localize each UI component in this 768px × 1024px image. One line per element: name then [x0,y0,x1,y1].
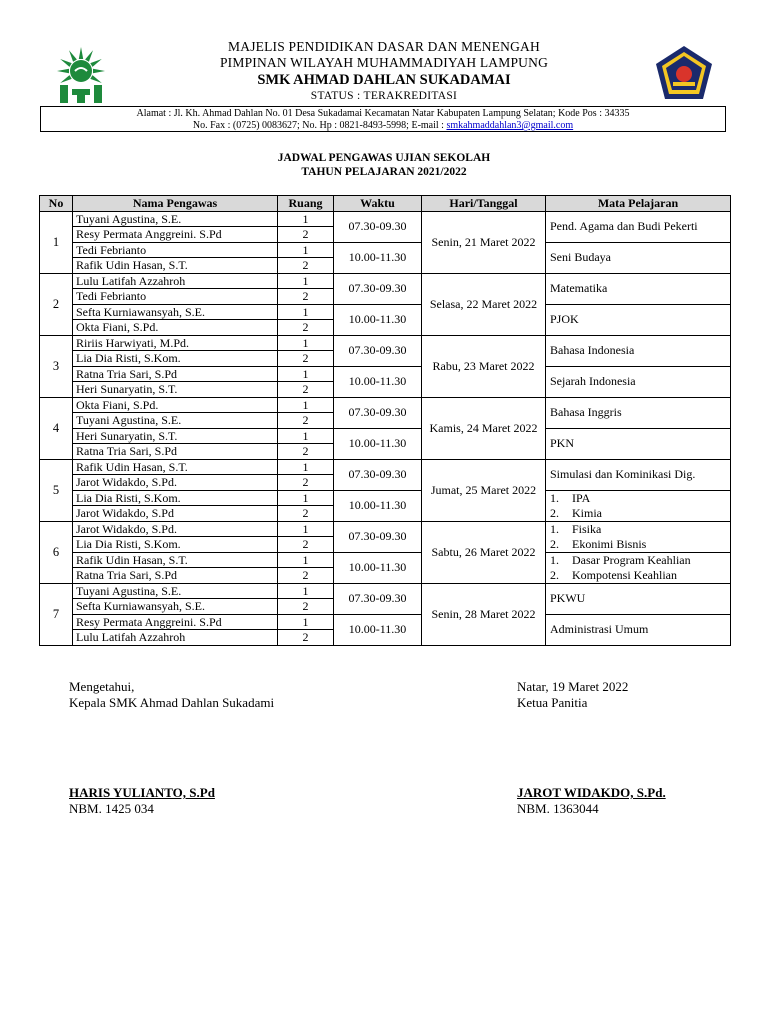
table-row [40,242,731,258]
room-number: 1 [278,397,334,413]
list-number: 1. [550,553,559,567]
proctor-name: Okta Fiani, S.Pd. [73,320,278,336]
principal-nbm: NBM. 1425 034 [69,801,154,816]
document-subtitle: TAHUN PELAJARAN 2021/2022 [301,166,467,178]
subject: Bahasa Inggris [546,397,731,428]
session-time: 07.30-09.30 [334,397,422,428]
proctor-name: Lia Dia Risti, S.Kom. [73,490,278,506]
contact-line [41,120,725,132]
day-number: 5 [40,459,73,521]
subject: Administrasi Umum [546,614,731,645]
proctor-name: Jarot Widakdo, S.Pd [73,506,278,522]
chair-nbm: NBM. 1363044 [517,801,599,816]
proctor-name: Tuyani Agustina, S.E. [73,583,278,599]
signature-left [69,679,274,711]
proctor-name: Sefta Kurniawansyah, S.E. [73,304,278,320]
subject-name: Ekonimi Bisnis [572,536,647,551]
table-header-row [40,196,731,212]
list-number: 2. [550,505,559,520]
exam-date: Rabu, 23 Maret 2022 [422,335,546,397]
subject-list-item [550,553,727,568]
session-time: 07.30-09.30 [334,521,422,552]
subject-list-item [550,506,727,521]
session-time: 10.00-11.30 [334,614,422,645]
subject-list-item [550,537,727,552]
header-council: MAJELIS PENDIDIKAN DASAR DAN MENENGAH [228,39,540,54]
exam-date: Sabtu, 26 Maret 2022 [422,521,546,583]
room-number: 1 [278,552,334,568]
proctor-name: Tedi Febrianto [73,289,278,305]
proctor-name: Resy Permata Anggreini. S.Pd [73,614,278,630]
signature-right [517,679,628,711]
col-room: Ruang [278,196,334,212]
exam-date: Senin, 21 Maret 2022 [422,211,546,273]
proctor-name: Resy Permata Anggreini. S.Pd [73,227,278,243]
table-row [40,397,731,413]
email-link[interactable]: smkahmaddahlan3@gmail.com [446,120,574,131]
day-number: 7 [40,583,73,645]
room-number: 1 [278,583,334,599]
header-region: PIMPINAN WILAYAH MUHAMMADIYAH LAMPUNG [219,55,549,70]
room-number: 2 [278,289,334,305]
col-name: Nama Pengawas [73,196,278,212]
session-time: 10.00-11.30 [334,242,422,273]
acknowledged-label: Mengetahui, [69,679,135,694]
subject: Seni Budaya [546,242,731,273]
signature-right-name [517,785,666,817]
subject [546,521,731,552]
proctor-name: Rafik Udin Hasan, S.T. [73,258,278,274]
room-number: 2 [278,258,334,274]
subject: Pend. Agama dan Budi Pekerti [546,211,731,242]
col-date: Hari/Tanggal [422,196,546,212]
subject-name: Kimia [572,505,602,520]
session-time: 07.30-09.30 [334,211,422,242]
subject: Simulasi dan Kominikasi Dig. [546,459,731,490]
room-number: 1 [278,614,334,630]
contact-text: No. Fax : (0725) 0083627; No. Hp : 0821-8493-5998; E-mail : [192,120,447,131]
document-title: JADWAL PENGAWAS UJIAN SEKOLAH [277,152,491,164]
room-number: 2 [278,630,334,646]
session-time: 10.00-11.30 [334,552,422,583]
subject: Sejarah Indonesia [546,366,731,397]
room-number: 1 [278,273,334,289]
day-number: 2 [40,273,73,335]
proctor-name: Lia Dia Risti, S.Kom. [73,537,278,553]
session-time: 10.00-11.30 [334,490,422,521]
subject: PKWU [546,583,731,614]
room-number: 2 [278,227,334,243]
table-row [40,428,731,444]
subject [546,490,731,521]
room-number: 1 [278,335,334,351]
exam-date: Selasa, 22 Maret 2022 [422,273,546,335]
room-number: 1 [278,521,334,537]
room-number: 1 [278,490,334,506]
col-subject: Mata Pelajaran [546,196,731,212]
list-number: 1. [550,522,559,536]
chair-name: JAROT WIDAKDO, S.Pd. [517,785,666,800]
room-number: 1 [278,366,334,382]
room-number: 1 [278,459,334,475]
room-number: 2 [278,537,334,553]
table-row [40,583,731,599]
committee-title: Ketua Panitia [517,695,588,710]
table-row [40,366,731,382]
table-row [40,304,731,320]
address-box [40,106,726,132]
proctor-name: Heri Sunaryatin, S.T. [73,382,278,398]
schedule-table [39,195,731,646]
accreditation-status: STATUS : TERAKREDITASI [310,90,458,102]
proctor-name: Lia Dia Risti, S.Kom. [73,351,278,367]
room-number: 2 [278,444,334,460]
table-row [40,459,731,475]
proctor-name: Jarot Widakdo, S.Pd. [73,521,278,537]
proctor-name: Lulu Latifah Azzahroh [73,630,278,646]
proctor-name: Ririis Harwiyati, M.Pd. [73,335,278,351]
proctor-name: Ratna Tria Sari, S.Pd [73,444,278,460]
session-time: 10.00-11.30 [334,366,422,397]
exam-date: Kamis, 24 Maret 2022 [422,397,546,459]
session-time: 07.30-09.30 [334,335,422,366]
room-number: 1 [278,211,334,227]
room-number: 1 [278,428,334,444]
room-number: 2 [278,506,334,522]
proctor-name: Jarot Widakdo, S.Pd. [73,475,278,491]
proctor-name: Sefta Kurniawansyah, S.E. [73,599,278,615]
room-number: 2 [278,599,334,615]
session-time: 07.30-09.30 [334,459,422,490]
session-time: 07.30-09.30 [334,273,422,304]
place-date: Natar, 19 Maret 2022 [517,679,629,694]
proctor-name: Rafik Udin Hasan, S.T. [73,459,278,475]
subject: PKN [546,428,731,459]
subject-name: Dasar Program Keahlian [572,553,691,567]
proctor-name: Tuyani Agustina, S.E. [73,413,278,429]
proctor-name: Rafik Udin Hasan, S.T. [73,552,278,568]
list-number: 2. [550,567,559,582]
table-body [40,211,731,645]
principal-name: HARIS YULIANTO, S.Pd [69,785,215,800]
exam-date: Senin, 28 Maret 2022 [422,583,546,645]
proctor-name: Heri Sunaryatin, S.T. [73,428,278,444]
room-number: 2 [278,475,334,491]
table-row [40,273,731,289]
subject: Matematika [546,273,731,304]
proctor-name: Lulu Latifah Azzahroh [73,273,278,289]
table-row [40,211,731,227]
subject-list-item [550,568,727,583]
room-number: 2 [278,568,334,584]
proctor-name: Tuyani Agustina, S.E. [73,211,278,227]
proctor-name: Ratna Tria Sari, S.Pd [73,568,278,584]
table-row [40,614,731,630]
col-time: Waktu [334,196,422,212]
table-row [40,335,731,351]
subject: PJOK [546,304,731,335]
subject: Bahasa Indonesia [546,335,731,366]
room-number: 1 [278,242,334,258]
principal-title: Kepala SMK Ahmad Dahlan Sukadami [69,695,275,710]
signature-left-name [69,785,215,817]
col-no: No [40,196,73,212]
room-number: 2 [278,320,334,336]
subject [546,552,731,583]
list-number: 2. [550,536,559,551]
subject-list-item [550,491,727,506]
room-number: 2 [278,382,334,398]
day-number: 1 [40,211,73,273]
table-row [40,552,731,568]
table-row [40,490,731,506]
room-number: 2 [278,351,334,367]
session-time: 10.00-11.30 [334,304,422,335]
proctor-name: Tedi Febrianto [73,242,278,258]
proctor-name: Okta Fiani, S.Pd. [73,397,278,413]
table-row [40,521,731,537]
proctor-name: Ratna Tria Sari, S.Pd [73,366,278,382]
session-time: 07.30-09.30 [334,583,422,614]
session-time: 10.00-11.30 [334,428,422,459]
day-number: 4 [40,397,73,459]
room-number: 2 [278,413,334,429]
exam-date: Jumat, 25 Maret 2022 [422,459,546,521]
day-number: 3 [40,335,73,397]
list-number: 1. [550,491,559,505]
subject-list-item [550,522,727,537]
room-number: 1 [278,304,334,320]
subject-name: Fisika [572,522,602,536]
day-number: 6 [40,521,73,583]
subject-name: Kompotensi Keahlian [572,567,677,582]
subject-name: IPA [572,491,591,505]
address-line: Alamat : Jl. Kh. Ahmad Dahlan No. 01 Desa Sukadamai Kecamatan Natar Kabupaten Lampung Selatan; Kode Pos : 34335 [136,108,630,119]
school-name: SMK AHMAD DAHLAN SUKADAMAI [257,72,511,88]
